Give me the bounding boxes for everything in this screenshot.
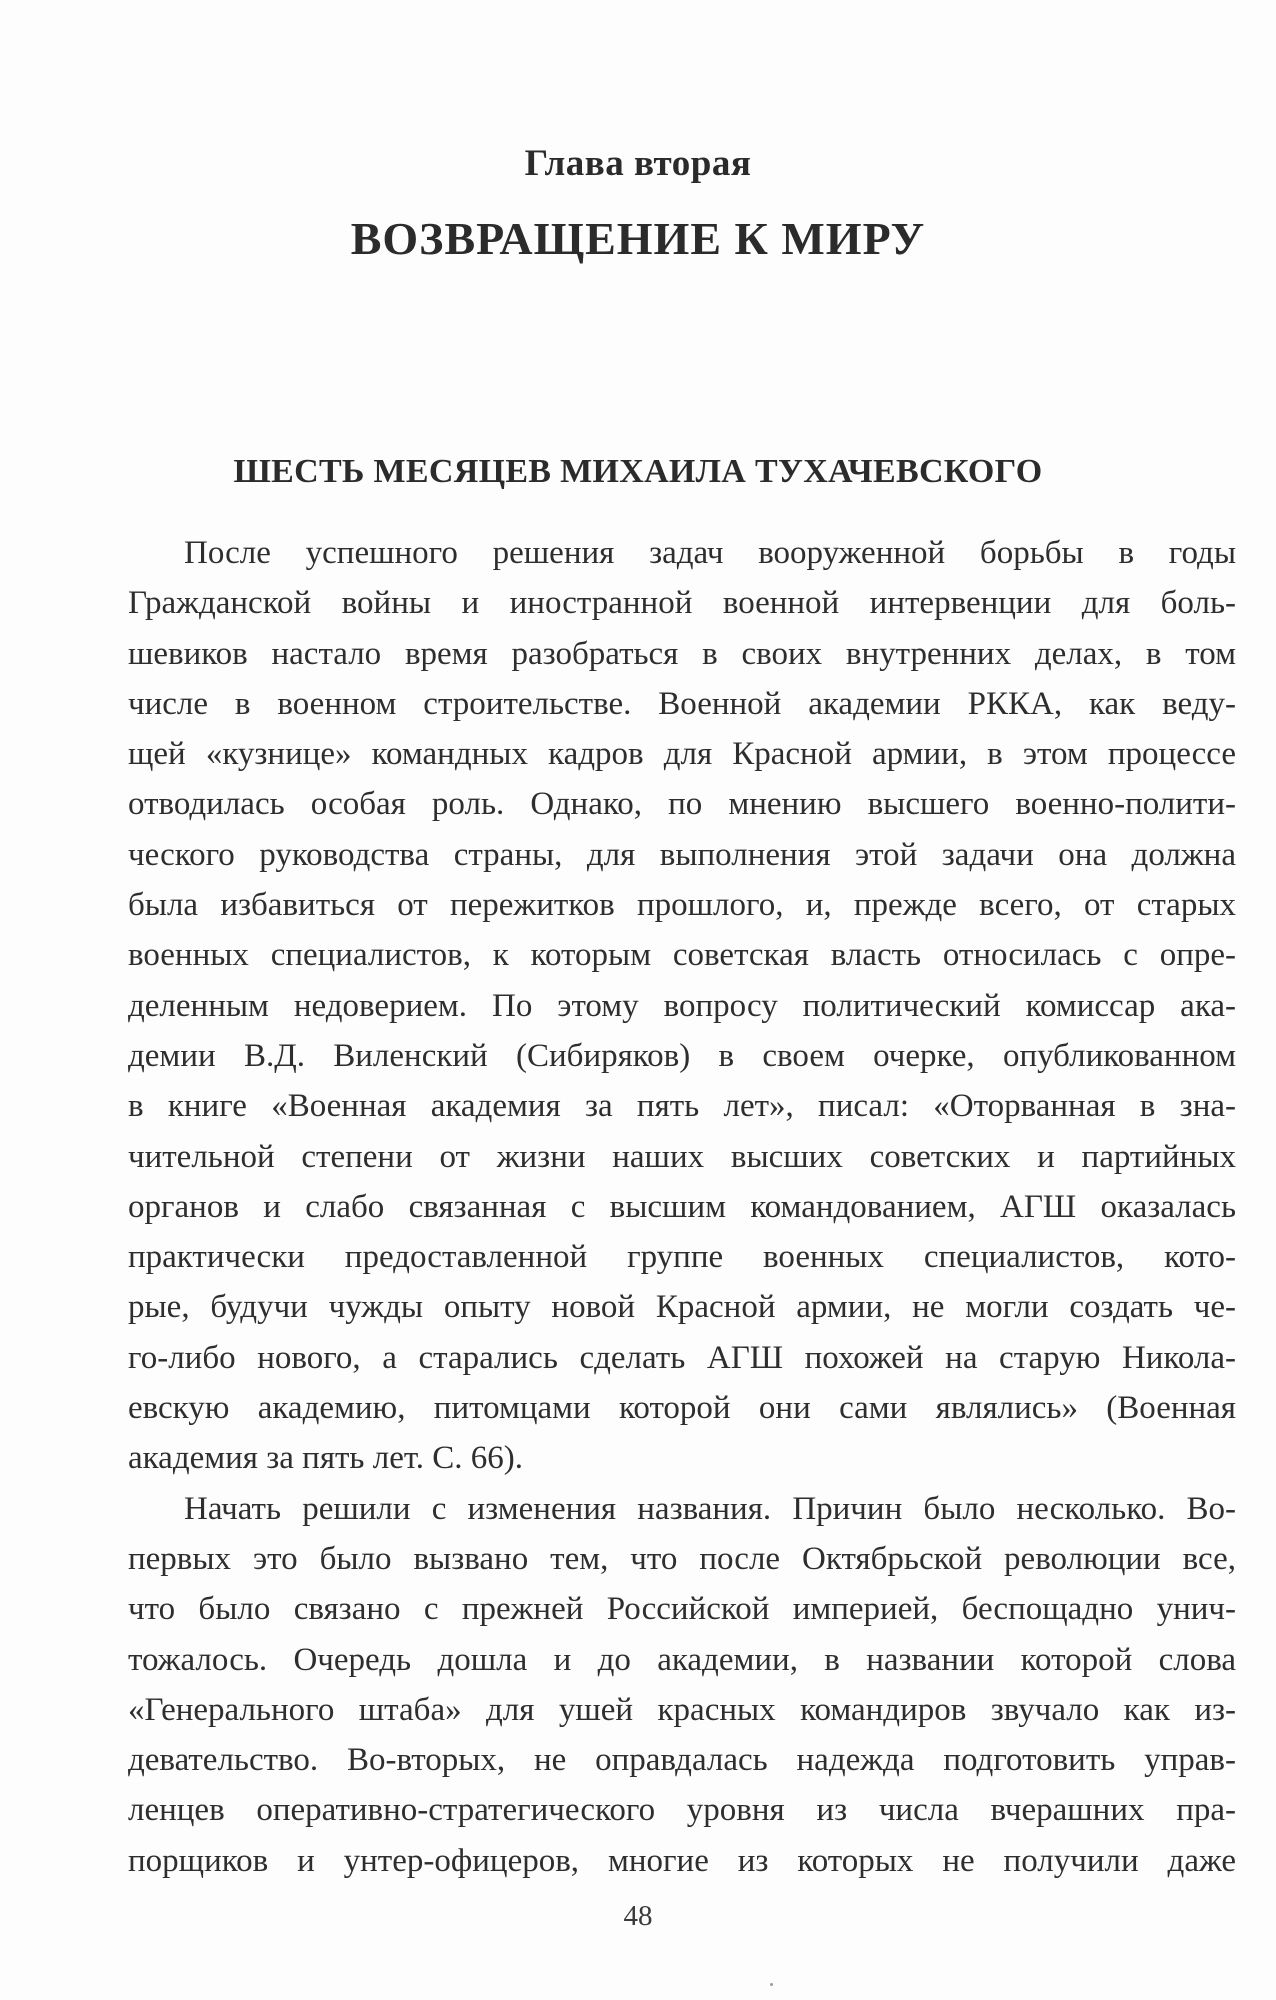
text-line: Начать решили с изменения названия. Причин было несколько. Во- xyxy=(184,1490,1236,1527)
body-text xyxy=(128,528,1236,1886)
text-line: была избавиться от пережитков прошлого, и, прежде всего, от старых xyxy=(128,887,1236,924)
text-line: ленцев оперативно-стратегического уровня из числа вчерашних пра- xyxy=(128,1792,1236,1829)
section-title: ШЕСТЬ МЕСЯЦЕВ МИХАИЛА ТУХАЧЕВСКОГО xyxy=(233,453,1043,490)
chapter-title: ВОЗВРАЩЕНИЕ К МИРУ xyxy=(350,213,926,264)
text-line: щей «кузнице» командных кадров для Красной армии, в этом процессе xyxy=(128,736,1236,773)
text-line: ческого руководства страны, для выполнения этой задачи она должна xyxy=(128,836,1236,873)
text-line: практически предоставленной группе военных специалистов, кото- xyxy=(128,1239,1236,1276)
text-line: отводилась особая роль. Однако, по мнению высшего военно-полити- xyxy=(128,786,1236,823)
text-line: шевиков настало время разобраться в своих внутренних делах, в том xyxy=(128,635,1236,672)
text-line: академия за пять лет. С. 66). xyxy=(128,1440,524,1477)
text-line: «Генерального штаба» для ушей красных командиров звучало как из- xyxy=(128,1691,1236,1728)
text-line: чительной степени от жизни наших высших советских и партийных xyxy=(128,1138,1236,1175)
text-line: После успешного решения задач вооруженной борьбы в годы xyxy=(184,535,1236,571)
text-line: в книге «Военная академия за пять лет», писал: «Оторванная в зна- xyxy=(128,1088,1236,1125)
text-line: рые, будучи чужды опыту новой Красной армии, не могли создать че- xyxy=(128,1289,1236,1326)
paragraph-2 xyxy=(128,1484,1236,1886)
text-line: органов и слабо связанная с высшим командованием, АГШ оказалась xyxy=(128,1188,1236,1225)
text-line: Гражданской войны и иностранной военной интервенции для боль- xyxy=(128,585,1236,622)
text-line: демии В.Д. Виленский (Сибиряков) в своем очерке, опубликованном xyxy=(128,1037,1236,1074)
page-number: 48 xyxy=(623,1900,653,1932)
text-line: военных специалистов, к которым советская власть относилась с опре- xyxy=(128,937,1236,974)
text-line: порщиков и унтер-офицеров, многие из которых не получили даже xyxy=(128,1842,1236,1879)
text-line: деленным недоверием. По этому вопросу политический комиссар ака- xyxy=(128,987,1236,1024)
text-line: что было связано с прежней Российской империей, беспощадно унич- xyxy=(128,1591,1236,1628)
text-line: го-либо нового, а старались сделать АГШ похожей на старую Никола- xyxy=(128,1339,1236,1376)
chapter-label: Глава вторая xyxy=(524,143,752,184)
text-line: первых это было вызвано тем, что после Октябрьской революции все, xyxy=(128,1540,1236,1577)
text-line: числе в военном строительстве. Военной академии РККА, как веду- xyxy=(128,685,1236,722)
text-line: девательство. Во-вторых, не оправдалась надежда подготовить управ- xyxy=(128,1742,1236,1779)
paragraph-1 xyxy=(128,528,1236,1484)
scan-speck xyxy=(770,1983,773,1986)
text-line: тожалось. Очередь дошла и до академии, в названии которой слова xyxy=(128,1641,1236,1678)
text-line: евскую академию, питомцами которой они сами являлись» (Военная xyxy=(128,1390,1236,1427)
